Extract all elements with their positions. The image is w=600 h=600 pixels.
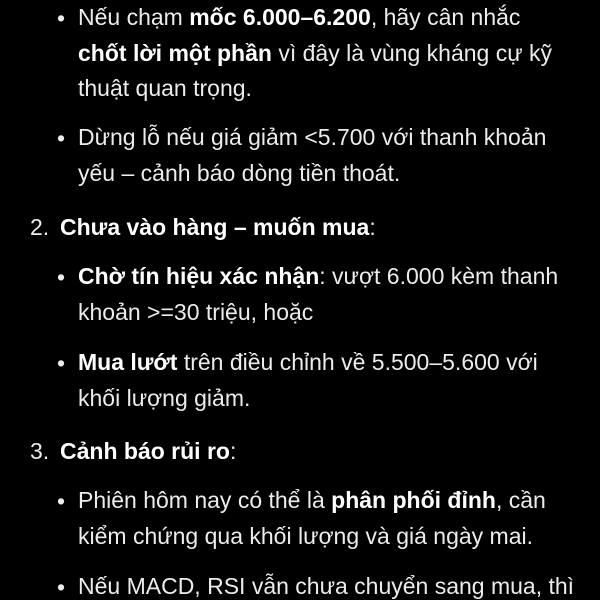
text-segment: , cần xyxy=(495,487,546,513)
text-line: Nếu MACD, RSI vẫn chưa chuyển sang mua, thì xyxy=(78,573,575,599)
text-segment: trên điều chỉnh về 5.500–5.600 với xyxy=(177,349,538,375)
text-line: khối lượng giảm. xyxy=(78,385,251,411)
bullet-marker: • xyxy=(57,488,66,514)
bold-text: Cảnh báo rủi ro xyxy=(60,438,230,464)
section-heading xyxy=(60,436,236,466)
text-line: kiểm chứng qua khối lượng và giá ngày mai. xyxy=(78,523,534,549)
bold-text: Chưa vào hàng – muốn mua xyxy=(60,214,370,240)
text-line xyxy=(78,38,552,68)
text-segment: Nếu chạm xyxy=(78,4,190,30)
bold-text: Chờ tín hiệu xác nhận xyxy=(78,263,320,289)
list-number: 2. xyxy=(30,214,50,240)
bold-text: chốt lời một phần xyxy=(78,40,272,66)
text-line xyxy=(78,485,546,515)
text-segment: : xyxy=(229,438,237,464)
bold-text: phân phối đỉnh xyxy=(331,487,496,513)
text-segment: Phiên hôm nay có thể là xyxy=(78,487,332,513)
text-line: yếu – cảnh báo dòng tiền thoát. xyxy=(78,160,401,186)
text-line xyxy=(78,347,538,377)
text-segment: vì đây là vùng kháng cự kỹ xyxy=(271,40,552,66)
section-heading xyxy=(60,212,376,242)
text-line: khoản >=30 triệu, hoặc xyxy=(78,299,314,325)
text-segment: , hãy cân nhắc xyxy=(370,4,521,30)
text-line: thuật quan trọng. xyxy=(78,75,252,101)
text-segment: : vượt 6.000 kèm thanh xyxy=(319,263,559,289)
text-line: Dừng lỗ nếu giá giảm <5.700 với thanh khoản xyxy=(78,124,547,150)
text-line xyxy=(78,261,558,291)
bullet-marker: • xyxy=(57,5,66,31)
text-line xyxy=(78,2,520,32)
bold-text: mốc 6.000–6.200 xyxy=(189,4,371,30)
bold-text: Mua lướt xyxy=(78,349,178,375)
bullet-marker: • xyxy=(57,264,66,290)
bullet-marker: • xyxy=(57,125,66,151)
bullet-marker: • xyxy=(57,350,66,376)
list-number: 3. xyxy=(30,438,50,464)
text-segment: : xyxy=(369,214,376,240)
bullet-marker: • xyxy=(57,574,66,600)
